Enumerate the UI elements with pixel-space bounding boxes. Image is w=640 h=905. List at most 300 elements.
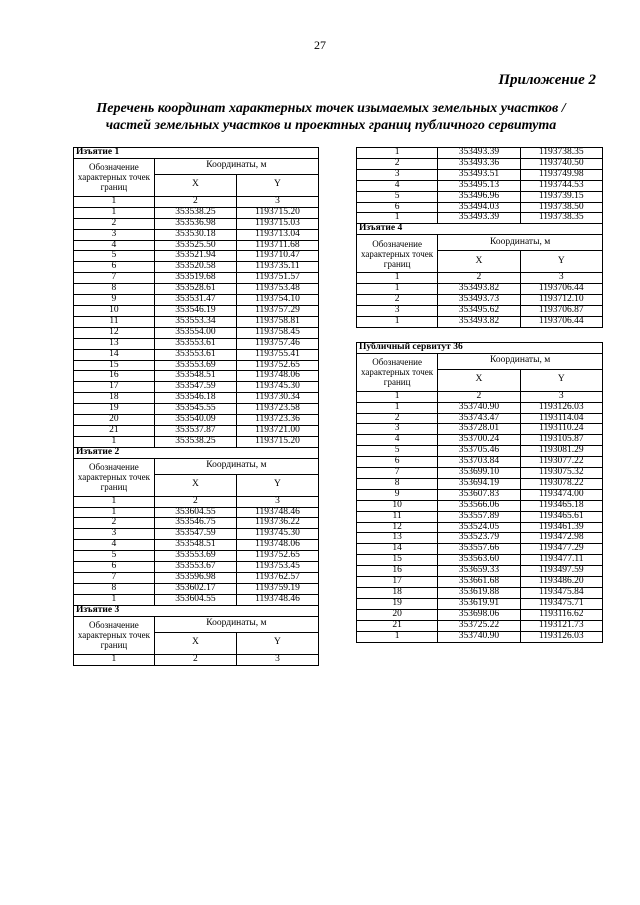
y-header: Y <box>520 369 602 391</box>
x-coordinate: 353700.24 <box>438 435 520 446</box>
point-number: 1 <box>357 316 438 327</box>
y-coordinate: 1193474.00 <box>520 489 602 500</box>
x-coordinate: 353553.61 <box>154 338 236 349</box>
y-coordinate: 1193114.04 <box>520 413 602 424</box>
table-row <box>357 435 603 446</box>
y-coordinate: 1193744.53 <box>520 180 602 191</box>
point-number: 20 <box>74 415 155 426</box>
page-number: 27 <box>314 38 326 52</box>
x-coordinate: 353520.58 <box>154 262 236 273</box>
table-row <box>74 551 319 562</box>
y-coordinate: 1193723.36 <box>236 415 318 426</box>
y-coordinate: 1193759.19 <box>236 583 318 594</box>
point-number: 15 <box>74 360 155 371</box>
y-coordinate: 1193711.68 <box>236 240 318 251</box>
x-coordinate: 353493.82 <box>438 284 520 295</box>
point-number: 7 <box>357 468 438 479</box>
table-row <box>357 402 603 413</box>
section-title: Изъятие 2 <box>74 447 319 458</box>
y-coordinate: 1193721.00 <box>236 425 318 436</box>
point-number: 3 <box>357 424 438 435</box>
point-number: 1 <box>74 207 155 218</box>
y-coordinate: 1193713.04 <box>236 229 318 240</box>
x-coordinate: 353540.09 <box>154 415 236 426</box>
y-coordinate: 1193706.44 <box>520 316 602 327</box>
table-row <box>357 191 603 202</box>
table-row <box>74 338 319 349</box>
x-coordinate: 353538.25 <box>154 207 236 218</box>
y-coordinate: 1193078.22 <box>520 478 602 489</box>
x-coordinate: 353493.39 <box>438 213 520 224</box>
y-coordinate: 1193753.45 <box>236 562 318 573</box>
x-coordinate: 353728.01 <box>438 424 520 435</box>
x-coordinate: 353493.82 <box>438 316 520 327</box>
table-row <box>74 529 319 540</box>
y-coordinate: 1193752.65 <box>236 360 318 371</box>
column-number: 1 <box>74 196 155 207</box>
column-number: 2 <box>438 273 520 284</box>
y-coordinate: 1193754.10 <box>236 295 318 306</box>
y-coordinate: 1193757.29 <box>236 305 318 316</box>
point-number: 3 <box>74 229 155 240</box>
table-row <box>74 316 319 327</box>
y-coordinate: 1193748.46 <box>236 594 318 605</box>
table-row <box>357 468 603 479</box>
point-number: 4 <box>74 240 155 251</box>
x-coordinate: 353740.90 <box>438 631 520 642</box>
table-row <box>357 620 603 631</box>
x-coordinate: 353493.51 <box>438 169 520 180</box>
section-title: Изъятие 1 <box>74 148 319 159</box>
y-coordinate: 1193752.65 <box>236 551 318 562</box>
x-coordinate: 353528.61 <box>154 284 236 295</box>
point-number: 6 <box>74 562 155 573</box>
table-row <box>74 262 319 273</box>
point-number: 19 <box>357 598 438 609</box>
x-coordinate: 353548.51 <box>154 371 236 382</box>
x-header: X <box>154 632 236 654</box>
table-row <box>357 284 603 295</box>
point-number: 15 <box>357 555 438 566</box>
x-coordinate: 353494.03 <box>438 202 520 213</box>
point-number: 1 <box>74 436 155 447</box>
point-label-header: Обозначение характерных точек границ <box>357 235 438 273</box>
x-coordinate: 353547.59 <box>154 529 236 540</box>
point-label-header: Обозначение характерных точек границ <box>74 158 155 196</box>
column-number: 2 <box>154 654 236 665</box>
y-coordinate: 1193475.84 <box>520 588 602 599</box>
column-number-row <box>357 391 603 402</box>
x-coordinate: 353548.51 <box>154 540 236 551</box>
y-coordinate: 1193116.62 <box>520 609 602 620</box>
coordinates-table-right-1 <box>356 147 603 328</box>
table-row <box>74 240 319 251</box>
table-row <box>74 393 319 404</box>
x-coordinate: 353495.62 <box>438 305 520 316</box>
x-coordinate: 353553.34 <box>154 316 236 327</box>
y-coordinate: 1193715.03 <box>236 218 318 229</box>
y-coordinate: 1193748.06 <box>236 371 318 382</box>
point-number: 2 <box>357 413 438 424</box>
table-row <box>74 229 319 240</box>
y-coordinate: 1193730.34 <box>236 393 318 404</box>
point-number: 11 <box>357 511 438 522</box>
section-title-row <box>357 342 603 353</box>
point-number: 17 <box>357 577 438 588</box>
header-row <box>74 458 319 474</box>
point-number: 14 <box>74 349 155 360</box>
table-row <box>357 544 603 555</box>
table-row <box>357 566 603 577</box>
y-coordinate: 1193745.30 <box>236 529 318 540</box>
point-label-header: Обозначение характерных точек границ <box>74 458 155 496</box>
point-number: 3 <box>357 305 438 316</box>
x-coordinate: 353698.06 <box>438 609 520 620</box>
point-number: 1 <box>357 631 438 642</box>
table-row <box>357 588 603 599</box>
column-number-row <box>74 654 319 665</box>
table-row <box>357 180 603 191</box>
x-coordinate: 353553.61 <box>154 349 236 360</box>
column-number: 2 <box>154 196 236 207</box>
y-coordinate: 1193081.29 <box>520 446 602 457</box>
section-title-row <box>74 148 319 159</box>
point-number: 1 <box>74 507 155 518</box>
x-coordinate: 353659.33 <box>438 566 520 577</box>
x-coordinate: 353557.66 <box>438 544 520 555</box>
coords-header: Координаты, м <box>438 235 603 251</box>
column-number: 1 <box>357 391 438 402</box>
y-coordinate: 1193758.81 <box>236 316 318 327</box>
column-number-row <box>74 196 319 207</box>
coords-header: Координаты, м <box>154 158 318 174</box>
y-coordinate: 1193745.30 <box>236 382 318 393</box>
y-coordinate: 1193762.57 <box>236 573 318 584</box>
table-row <box>357 158 603 169</box>
x-coordinate: 353545.55 <box>154 404 236 415</box>
x-header: X <box>438 251 520 273</box>
section-title-row <box>357 224 603 235</box>
title-line-2: частей земельных участков и проектных границ публичного сервитута <box>105 118 557 133</box>
x-coordinate: 353553.69 <box>154 551 236 562</box>
point-number: 2 <box>357 295 438 306</box>
y-coordinate: 1193715.20 <box>236 436 318 447</box>
point-number: 19 <box>74 404 155 415</box>
table-row <box>357 489 603 500</box>
y-coordinate: 1193710.47 <box>236 251 318 262</box>
point-number: 14 <box>357 544 438 555</box>
y-coordinate: 1193077.22 <box>520 457 602 468</box>
table-row <box>74 295 319 306</box>
point-number: 2 <box>74 218 155 229</box>
coordinates-table-servitude <box>356 342 603 643</box>
point-number: 18 <box>74 393 155 404</box>
point-number: 4 <box>74 540 155 551</box>
coords-header: Координаты, м <box>154 458 318 474</box>
y-coordinate: 1193706.44 <box>520 284 602 295</box>
table-row <box>74 573 319 584</box>
point-number: 6 <box>357 202 438 213</box>
x-coordinate: 353604.55 <box>154 507 236 518</box>
table-row <box>357 316 603 327</box>
x-coordinate: 353725.22 <box>438 620 520 631</box>
y-coordinate: 1193465.18 <box>520 500 602 511</box>
table-row <box>357 413 603 424</box>
y-coordinate: 1193075.32 <box>520 468 602 479</box>
point-number: 6 <box>74 262 155 273</box>
point-number: 7 <box>74 573 155 584</box>
table-row <box>357 213 603 224</box>
x-coordinate: 353694.19 <box>438 478 520 489</box>
table-row <box>74 436 319 447</box>
x-coordinate: 353604.55 <box>154 594 236 605</box>
section-title: Изъятие 3 <box>74 605 319 616</box>
table-row <box>357 631 603 642</box>
table-row <box>74 562 319 573</box>
table-row <box>357 424 603 435</box>
table-row <box>74 305 319 316</box>
column-number: 1 <box>357 273 438 284</box>
x-coordinate: 353596.98 <box>154 573 236 584</box>
point-number: 1 <box>357 402 438 413</box>
point-number: 11 <box>74 316 155 327</box>
point-number: 16 <box>357 566 438 577</box>
title-line-1: Перечень координат характерных точек изымаемых земельных участков / <box>96 101 566 116</box>
point-number: 3 <box>74 529 155 540</box>
x-coordinate: 353566.06 <box>438 500 520 511</box>
document-title <box>66 100 596 134</box>
y-coordinate: 1193749.98 <box>520 169 602 180</box>
table-row <box>74 518 319 529</box>
x-coordinate: 353703.84 <box>438 457 520 468</box>
x-header: X <box>438 369 520 391</box>
coordinates-table-left <box>73 147 319 666</box>
y-coordinate: 1193126.03 <box>520 402 602 413</box>
x-coordinate: 353546.18 <box>154 393 236 404</box>
point-number: 1 <box>357 213 438 224</box>
point-number: 21 <box>74 425 155 436</box>
point-number: 13 <box>74 338 155 349</box>
column-number-row <box>357 273 603 284</box>
table-row <box>74 327 319 338</box>
y-header: Y <box>520 251 602 273</box>
header-row <box>74 616 319 632</box>
table-row <box>74 349 319 360</box>
point-number: 16 <box>74 371 155 382</box>
x-coordinate: 353553.67 <box>154 562 236 573</box>
point-number: 8 <box>357 478 438 489</box>
section-title-row <box>74 447 319 458</box>
y-coordinate: 1193715.20 <box>236 207 318 218</box>
right-column <box>356 147 603 643</box>
x-coordinate: 353521.94 <box>154 251 236 262</box>
column-number: 2 <box>438 391 520 402</box>
column-number-row <box>74 496 319 507</box>
y-coordinate: 1193712.10 <box>520 295 602 306</box>
y-coordinate: 1193461.39 <box>520 522 602 533</box>
y-coordinate: 1193472.98 <box>520 533 602 544</box>
section-title: Изъятие 4 <box>357 224 603 235</box>
y-coordinate: 1193755.41 <box>236 349 318 360</box>
section-title: Публичный сервитут 36 <box>357 342 603 353</box>
y-coordinate: 1193465.61 <box>520 511 602 522</box>
coords-header: Координаты, м <box>438 353 603 369</box>
y-coordinate: 1193105.87 <box>520 435 602 446</box>
x-coordinate: 353493.73 <box>438 295 520 306</box>
table-row <box>357 202 603 213</box>
y-coordinate: 1193740.50 <box>520 158 602 169</box>
x-coordinate: 353557.89 <box>438 511 520 522</box>
x-coordinate: 353699.10 <box>438 468 520 479</box>
table-row <box>74 273 319 284</box>
table-row <box>357 555 603 566</box>
section-title-row <box>74 605 319 616</box>
table-row <box>74 360 319 371</box>
x-coordinate: 353530.18 <box>154 229 236 240</box>
x-coordinate: 353538.25 <box>154 436 236 447</box>
x-header: X <box>154 174 236 196</box>
point-number: 5 <box>74 551 155 562</box>
y-coordinate: 1193739.15 <box>520 191 602 202</box>
x-coordinate: 353519.68 <box>154 273 236 284</box>
y-coordinate: 1193110.24 <box>520 424 602 435</box>
y-coordinate: 1193748.46 <box>236 507 318 518</box>
y-header: Y <box>236 632 318 654</box>
point-number: 10 <box>74 305 155 316</box>
table-row <box>74 415 319 426</box>
column-number: 2 <box>154 496 236 507</box>
x-coordinate: 353496.96 <box>438 191 520 202</box>
table-row <box>74 207 319 218</box>
x-coordinate: 353531.47 <box>154 295 236 306</box>
x-coordinate: 353743.47 <box>438 413 520 424</box>
y-coordinate: 1193738.35 <box>520 213 602 224</box>
column-number: 3 <box>520 273 602 284</box>
table-row <box>74 251 319 262</box>
appendix-label: Приложение 2 <box>498 72 596 88</box>
header-row <box>357 235 603 251</box>
table-row <box>357 305 603 316</box>
y-header: Y <box>236 174 318 196</box>
table-row <box>74 382 319 393</box>
point-number: 4 <box>357 435 438 446</box>
point-number: 12 <box>357 522 438 533</box>
x-coordinate: 353525.50 <box>154 240 236 251</box>
point-number: 7 <box>74 273 155 284</box>
point-number: 2 <box>74 518 155 529</box>
y-coordinate: 1193121.73 <box>520 620 602 631</box>
x-coordinate: 353607.83 <box>438 489 520 500</box>
y-coordinate: 1193486.20 <box>520 577 602 588</box>
point-label-header: Обозначение характерных точек границ <box>74 616 155 654</box>
table-row <box>357 533 603 544</box>
table-row <box>357 500 603 511</box>
table-row <box>357 295 603 306</box>
point-number: 6 <box>357 457 438 468</box>
y-coordinate: 1193723.58 <box>236 404 318 415</box>
y-coordinate: 1193753.48 <box>236 284 318 295</box>
table-row <box>74 594 319 605</box>
x-coordinate: 353661.68 <box>438 577 520 588</box>
y-coordinate: 1193748.06 <box>236 540 318 551</box>
point-number: 9 <box>74 295 155 306</box>
y-coordinate: 1193477.11 <box>520 555 602 566</box>
x-coordinate: 353536.98 <box>154 218 236 229</box>
point-number: 1 <box>357 284 438 295</box>
x-coordinate: 353493.39 <box>438 148 520 159</box>
y-coordinate: 1193757.46 <box>236 338 318 349</box>
column-number: 1 <box>74 496 155 507</box>
x-coordinate: 353602.17 <box>154 583 236 594</box>
column-number: 1 <box>74 654 155 665</box>
table-row <box>74 218 319 229</box>
x-coordinate: 353619.91 <box>438 598 520 609</box>
x-coordinate: 353740.90 <box>438 402 520 413</box>
table-row <box>357 457 603 468</box>
x-coordinate: 353493.36 <box>438 158 520 169</box>
x-header: X <box>154 474 236 496</box>
table-row <box>74 425 319 436</box>
point-number: 17 <box>74 382 155 393</box>
point-number: 10 <box>357 500 438 511</box>
x-coordinate: 353546.19 <box>154 305 236 316</box>
table-row <box>74 284 319 295</box>
point-number: 21 <box>357 620 438 631</box>
x-coordinate: 353554.00 <box>154 327 236 338</box>
y-coordinate: 1193738.35 <box>520 148 602 159</box>
point-number: 5 <box>357 191 438 202</box>
y-coordinate: 1193736.22 <box>236 518 318 529</box>
table-row <box>357 446 603 457</box>
y-coordinate: 1193706.87 <box>520 305 602 316</box>
table-row <box>74 540 319 551</box>
table-row <box>357 478 603 489</box>
table-row <box>357 522 603 533</box>
table-row <box>357 148 603 159</box>
table-row <box>357 598 603 609</box>
table-row <box>74 507 319 518</box>
point-number: 5 <box>357 446 438 457</box>
point-number: 2 <box>357 158 438 169</box>
point-number: 1 <box>357 148 438 159</box>
y-coordinate: 1193475.71 <box>520 598 602 609</box>
y-coordinate: 1193735.11 <box>236 262 318 273</box>
point-number: 12 <box>74 327 155 338</box>
table-row <box>74 583 319 594</box>
column-number: 3 <box>236 654 318 665</box>
y-coordinate: 1193758.45 <box>236 327 318 338</box>
x-coordinate: 353495.13 <box>438 180 520 191</box>
coords-header: Координаты, м <box>154 616 318 632</box>
table-row <box>357 169 603 180</box>
point-number: 13 <box>357 533 438 544</box>
point-number: 3 <box>357 169 438 180</box>
x-coordinate: 353537.87 <box>154 425 236 436</box>
y-coordinate: 1193497.59 <box>520 566 602 577</box>
table-row <box>74 404 319 415</box>
column-number: 3 <box>520 391 602 402</box>
column-number: 3 <box>236 196 318 207</box>
x-coordinate: 353524.05 <box>438 522 520 533</box>
y-coordinate: 1193751.57 <box>236 273 318 284</box>
y-coordinate: 1193126.03 <box>520 631 602 642</box>
x-coordinate: 353705.46 <box>438 446 520 457</box>
y-coordinate: 1193738.50 <box>520 202 602 213</box>
y-header: Y <box>236 474 318 496</box>
point-number: 20 <box>357 609 438 620</box>
x-coordinate: 353523.79 <box>438 533 520 544</box>
x-coordinate: 353619.88 <box>438 588 520 599</box>
